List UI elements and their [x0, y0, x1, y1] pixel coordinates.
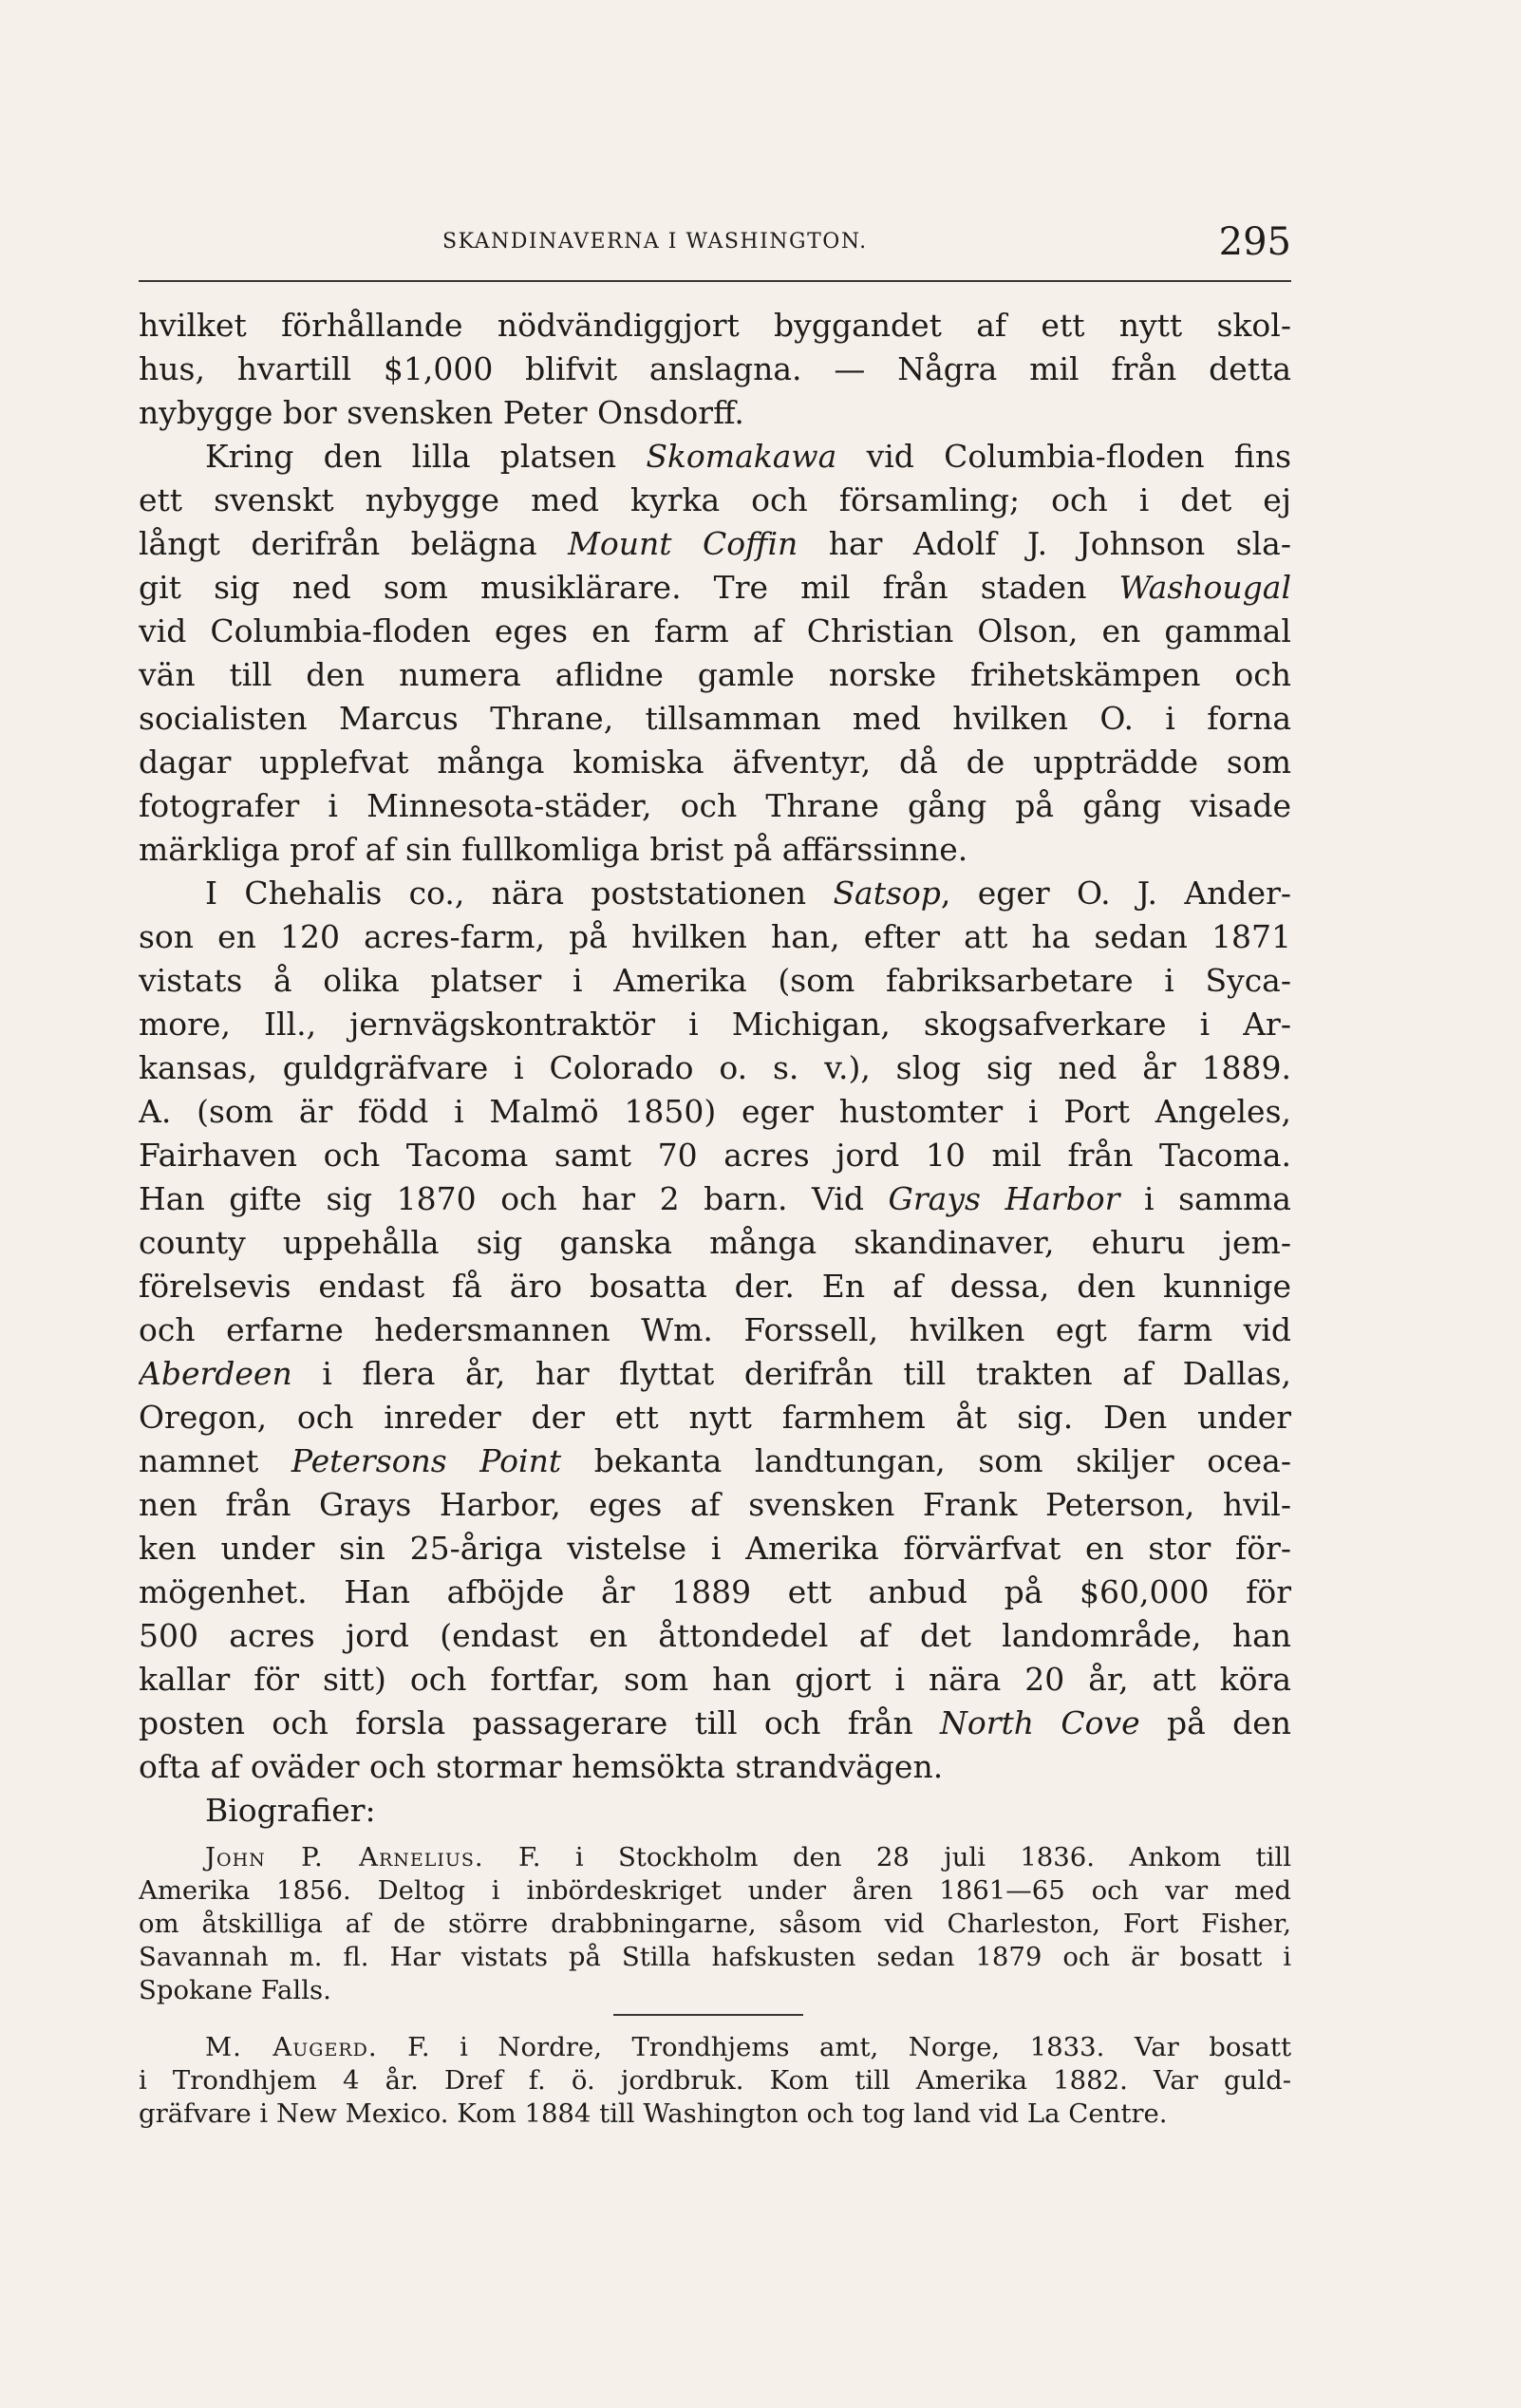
- text-line: hus, hvartill $1,000 blifvit anslagna. — Några mil från detta: [139, 350, 1291, 387]
- text-line: socialisten Marcus Thrane, tillsamman med hvilken O. i forna: [139, 700, 1291, 737]
- text-line: förelsevis endast få äro bosatta der. En af dessa, den kunnige: [139, 1268, 1291, 1305]
- place-name: Satsop: [833, 875, 941, 912]
- bio-line: John P. Arnelius. F. i Stockholm den 28 juli 1836. Ankom till: [205, 1842, 1291, 1872]
- running-title: SKANDINAVERNA I WASHINGTON.: [442, 230, 868, 254]
- bio-line: om åtskilliga af de större drabbningarne, såsom vid Charleston, Fort Fisher,: [139, 1909, 1291, 1939]
- bio-line: Amerika 1856. Deltog i inbördeskriget under åren 1861—65 och var med: [139, 1875, 1291, 1906]
- text-line: more, Ill., jernvägskontraktör i Michigan, skogsafverkare i Ar-: [139, 1006, 1291, 1043]
- text-line: ofta af oväder och stormar hemsökta strandvägen.: [139, 1748, 944, 1785]
- bio-name: M. Augerd.: [205, 2032, 378, 2062]
- bio-line: Spokane Falls.: [139, 1975, 331, 2005]
- place-name: North Cove: [940, 1704, 1140, 1741]
- text-line: kallar för sitt) och fortfar, som han gjort i nära 20 år, att köra: [139, 1661, 1291, 1698]
- text-line: I Chehalis co., nära poststationen Satsop, eger O. J. Ander-: [205, 875, 1291, 912]
- text-line: Fairhaven och Tacoma samt 70 acres jord 10 mil från Tacoma.: [139, 1137, 1291, 1174]
- place-name: Grays Harbor: [888, 1180, 1120, 1217]
- text-line: ett svenskt nybygge med kyrka och församling; och i det ej: [139, 481, 1291, 518]
- place-name: Mount Coffin: [568, 525, 798, 562]
- text-line: Kring den lilla platsen Skomakawa vid Columbia-floden fins: [205, 438, 1291, 475]
- text-line: vän till den numera aflidne gamle norske frihetskämpen och: [139, 656, 1291, 693]
- running-head: [139, 220, 1291, 264]
- text-line: son en 120 acres-farm, på hvilken han, efter att ha sedan 1871: [139, 918, 1291, 955]
- text-line: vid Columbia-floden eges en farm af Christian Olson, en gammal: [139, 612, 1291, 649]
- text-line: A. (som är född i Malmö 1850) eger hustomter i Port Angeles,: [139, 1093, 1291, 1130]
- text-line: kansas, guldgräfvare i Colorado o. s. v.), slog sig ned år 1889.: [139, 1049, 1291, 1086]
- text-line: git sig ned som musiklärare. Tre mil från staden Washougal: [139, 569, 1291, 606]
- text-line: nybygge bor svensken Peter Onsdorff.: [139, 394, 744, 431]
- bio-divider: [613, 2014, 803, 2016]
- text-line: dagar upplefvat många komiska äfventyr, då de uppträdde som: [139, 743, 1291, 781]
- place-name: Washougal: [1118, 569, 1291, 606]
- section-label: Biografier:: [205, 1792, 376, 1829]
- text-line: mögenhet. Han afböjde år 1889 ett anbud på $60,000 för: [139, 1573, 1291, 1610]
- bio-name: John P. Arnelius.: [205, 1842, 484, 1872]
- text-line: posten och forsla passagerare till och från North Cove på den: [139, 1704, 1291, 1741]
- text-line: hvilket förhållande nödvändiggjort byggandet af ett nytt skol-: [139, 307, 1291, 344]
- text-line: Aberdeen i flera år, har flyttat derifrån till trakten af Dallas,: [139, 1355, 1291, 1392]
- text-line: namnet Petersons Point bekanta landtungan, som skiljer ocea-: [139, 1442, 1291, 1479]
- text-line: 500 acres jord (endast en åttondedel af det landområde, han: [139, 1617, 1291, 1654]
- place-name: Petersons Point: [291, 1442, 562, 1479]
- text-line: county uppehålla sig ganska många skandinaver, ehuru jem-: [139, 1224, 1291, 1261]
- text-line: fotografer i Minnesota-städer, och Thrane gång på gång visade: [139, 787, 1291, 824]
- text-line: Han gifte sig 1870 och har 2 barn. Vid Grays Harbor i samma: [139, 1180, 1291, 1217]
- place-name: Aberdeen: [139, 1355, 292, 1392]
- bio-line: M. Augerd. F. i Nordre, Trondhjems amt, Norge, 1833. Var bosatt: [205, 2032, 1291, 2062]
- bio-line: Savannah m. fl. Har vistats på Stilla hafskusten sedan 1879 och är bosatt i: [139, 1942, 1291, 1972]
- biography-entry: [139, 1841, 1291, 2007]
- bio-line: i Trondhjem 4 år. Dref f. ö. jordbruk. Kom till Amerika 1882. Var guld-: [139, 2065, 1291, 2096]
- header-rule: [139, 280, 1291, 282]
- text-line: vistats å olika platser i Amerika (som fabriksarbetare i Syca-: [139, 962, 1291, 999]
- biography-entry: [139, 2031, 1291, 2131]
- text-line: märkliga prof af sin fullkomliga brist på affärssinne.: [139, 831, 968, 868]
- text-line: Oregon, och inreder der ett nytt farmhem åt sig. Den under: [139, 1399, 1291, 1436]
- text-line: ken under sin 25-åriga vistelse i Amerika förvärfvat en stor för-: [139, 1530, 1291, 1567]
- text-line: långt derifrån belägna Mount Coffin har Adolf J. Johnson sla-: [139, 525, 1291, 562]
- main-text: [139, 304, 1291, 1833]
- bio-line: gräfvare i New Mexico. Kom 1884 till Washington och tog land vid La Centre.: [139, 2098, 1168, 2129]
- page-number: 295: [1218, 220, 1291, 264]
- place-name: Skomakawa: [646, 438, 837, 475]
- text-line: och erfarne hedersmannen Wm. Forssell, hvilken egt farm vid: [139, 1311, 1291, 1348]
- text-line: nen från Grays Harbor, eges af svensken Frank Peterson, hvil-: [139, 1486, 1291, 1523]
